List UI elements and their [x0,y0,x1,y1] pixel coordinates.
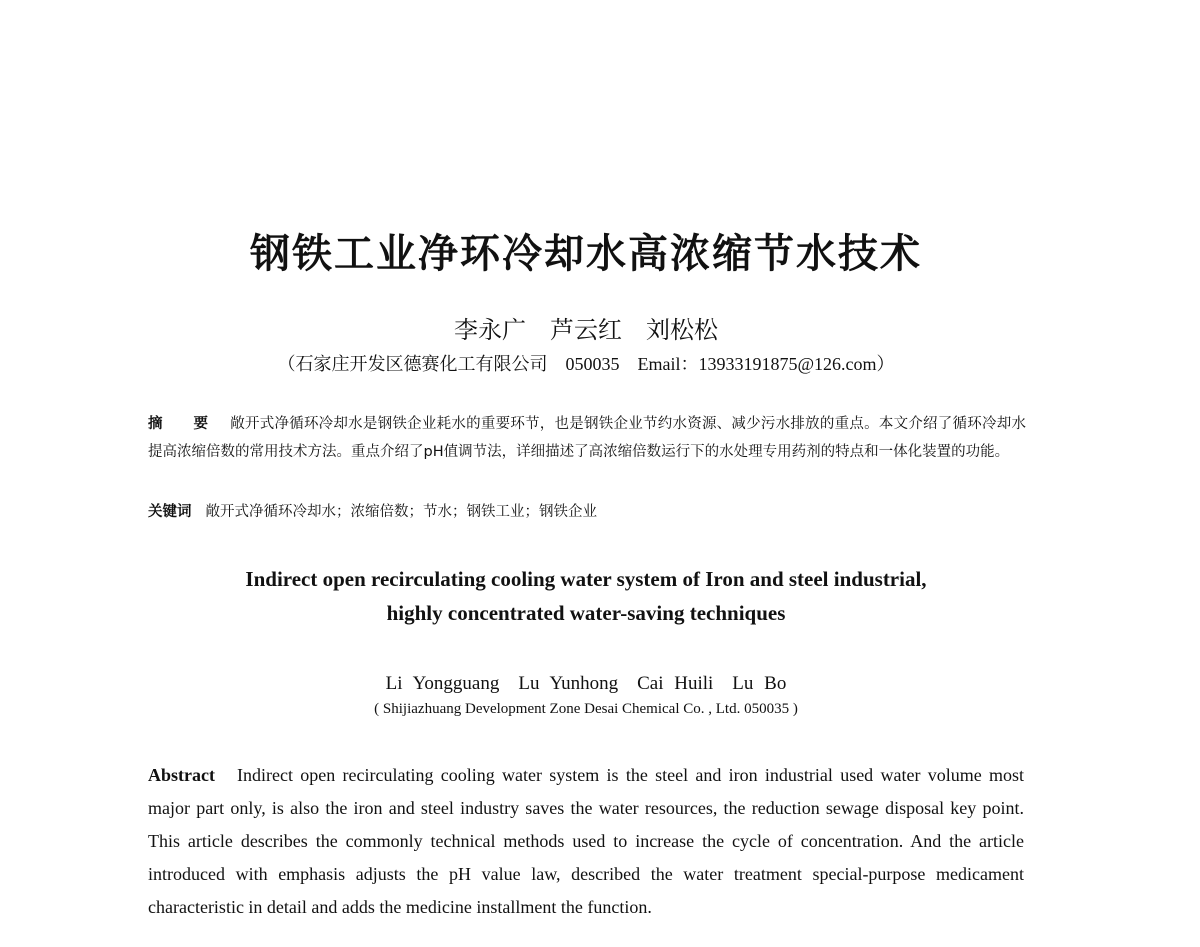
english-abstract-text: Indirect open recirculating cooling water system is the steel and iron industrial used water volume most major part only, is also the iron and steel industry saves the water resources, the reduction sewage disposal key point. This article describes the commonly technical methods used to increase the cycle of concentration. And the article introduced with emphasis adjusts the pH value law, described the water treatment special-purpose medicament characteristic in detail and adds the medicine installment the function. [148,765,1024,917]
chinese-affiliation: （石家庄开发区德赛化工有限公司 050035 Email：13933191875@126.com） [277,354,895,374]
chinese-abstract-label: 摘 要 [148,416,217,432]
chinese-keywords-label: 关键词 [148,504,192,520]
chinese-abstract [148,410,1026,466]
chinese-keywords-text: 敞开式净循环冷却水；浓缩倍数；节水；钢铁工业；钢铁企业 [205,504,597,520]
chinese-keywords [148,500,1026,524]
english-authors: Li Yongguang Lu Yunhong Cai Huili Lu Bo [385,673,787,694]
english-title [0,562,1172,630]
english-title-line-2: highly concentrated water-saving techniques [386,601,786,625]
english-abstract [148,759,1024,924]
chinese-authors: 李永广 芦云红 刘松松 [454,316,718,344]
english-affiliation: ( Shijiazhuang Development Zone Desai Chemical Co. , Ltd. 050035 ) [374,701,798,717]
chinese-abstract-text: 敞开式净循环冷却水是钢铁企业耗水的重要环节，也是钢铁企业节约水资源、减少污水排放的重点。本文介绍了循环冷却水提高浓缩倍数的常用技术方法。重点介绍了pH值调节法，详细描述了高浓缩倍数运行下的水处理专用药剂的特点和一体化装置的功能。 [148,416,1027,460]
english-abstract-label: Abstract [148,765,215,785]
english-title-line-1: Indirect open recirculating cooling water system of Iron and steel industrial, [245,567,927,591]
chinese-title: 钢铁工业净环冷却水高浓缩节水技术 [250,231,922,277]
